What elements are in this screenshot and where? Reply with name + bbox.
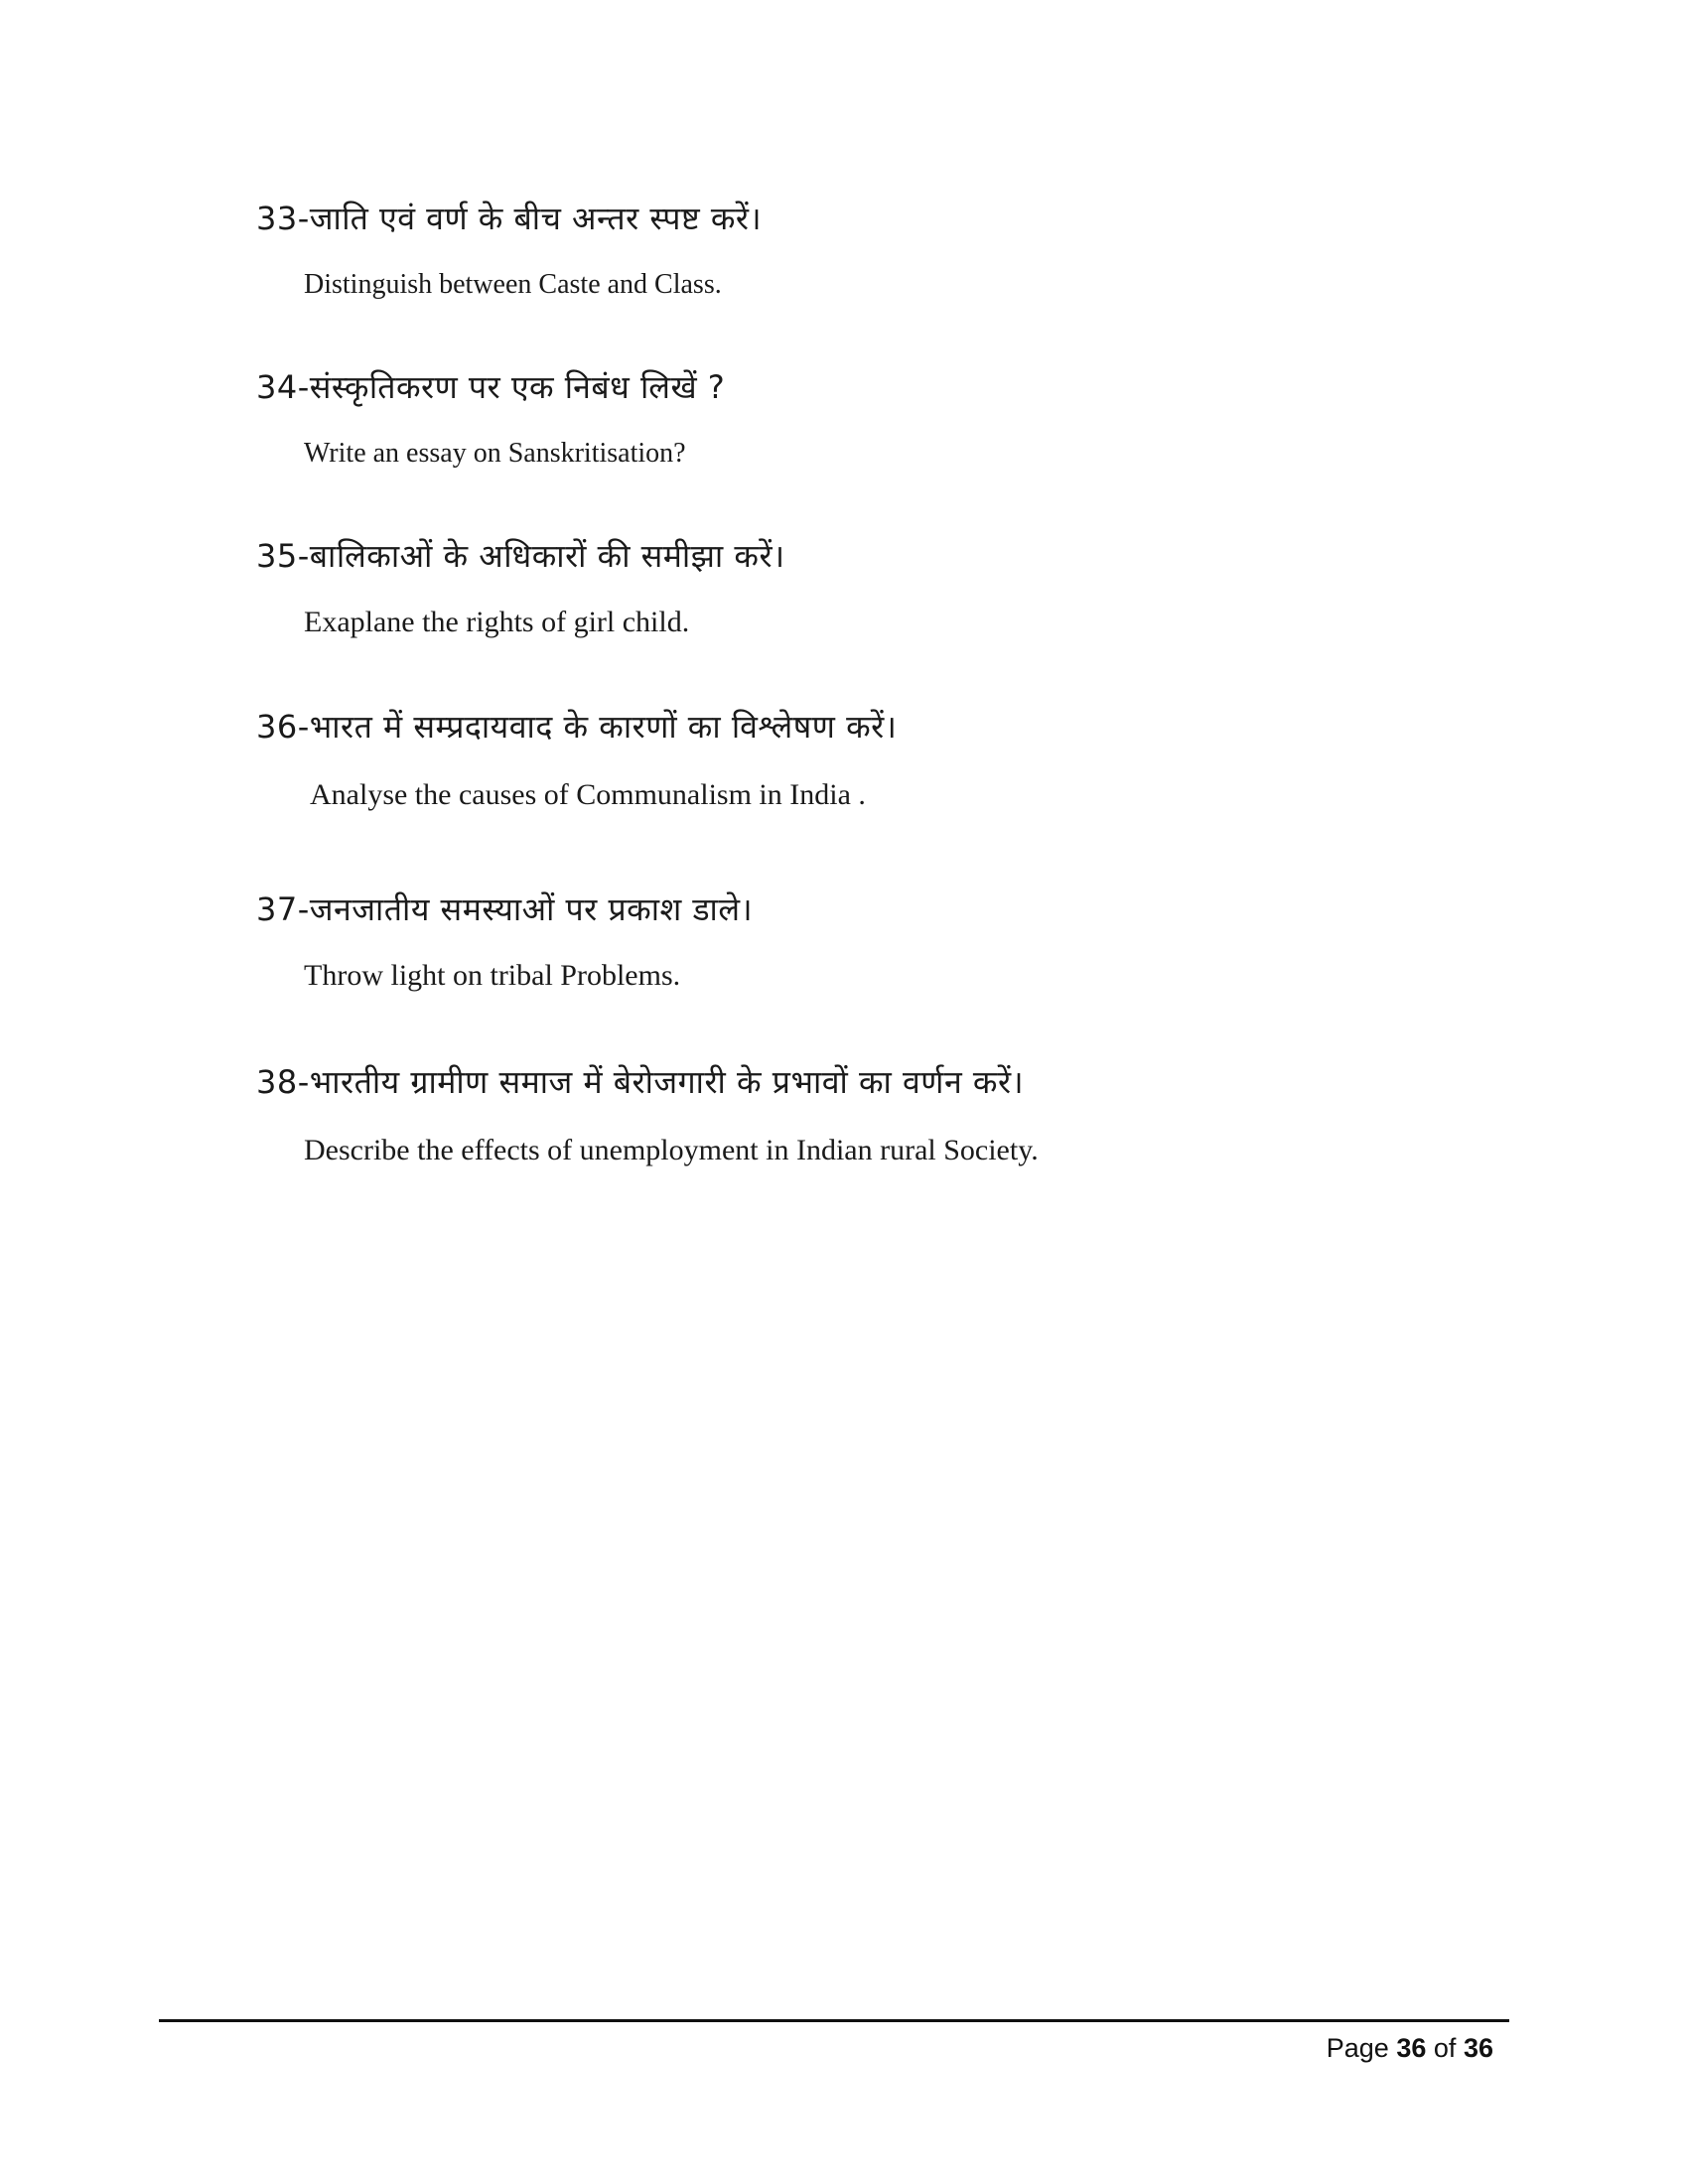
question-english-text: Exaplane the rights of girl child. [304, 606, 690, 638]
question-english-text: Throw light on tribal Problems. [304, 959, 681, 992]
footer-divider [159, 2019, 1509, 2022]
question-hindi-text: 38-भारतीय ग्रामीण समाज में बेरोजगारी के प्रभावों का वर्णन करें। [256, 1063, 1025, 1101]
question-english-text: Write an essay on Sanskritisation? [304, 438, 686, 469]
question-hindi-text: 36-भारत में सम्प्रदायवाद के कारणों का विश्लेषण करें। [256, 708, 898, 746]
question-english-text: Analyse the causes of Communalism in India . [310, 778, 866, 811]
question-hindi-text: 33-जाति एवं वर्ण के बीच अन्तर स्पष्ट करें। [256, 200, 763, 237]
question-english-text: Distinguish between Caste and Class. [304, 269, 722, 300]
question-english-text: Describe the effects of unemployment in Indian rural Society. [304, 1134, 1039, 1166]
page-label: Page [1326, 2033, 1389, 2063]
question-hindi-text: 35-बालिकाओं के अधिकारों की समीझा करें। [256, 537, 785, 575]
page-separator: of [1433, 2033, 1457, 2063]
question-hindi-text: 37-जनजातीय समस्याओं पर प्रकाश डाले। [256, 890, 754, 928]
total-page-count: 36 [1463, 2033, 1493, 2063]
question-hindi-text: 34-संस्कृतिकरण पर एक निबंध लिखें ? [256, 368, 726, 406]
current-page-number: 36 [1396, 2033, 1427, 2063]
page-number [1327, 2031, 1493, 2065]
